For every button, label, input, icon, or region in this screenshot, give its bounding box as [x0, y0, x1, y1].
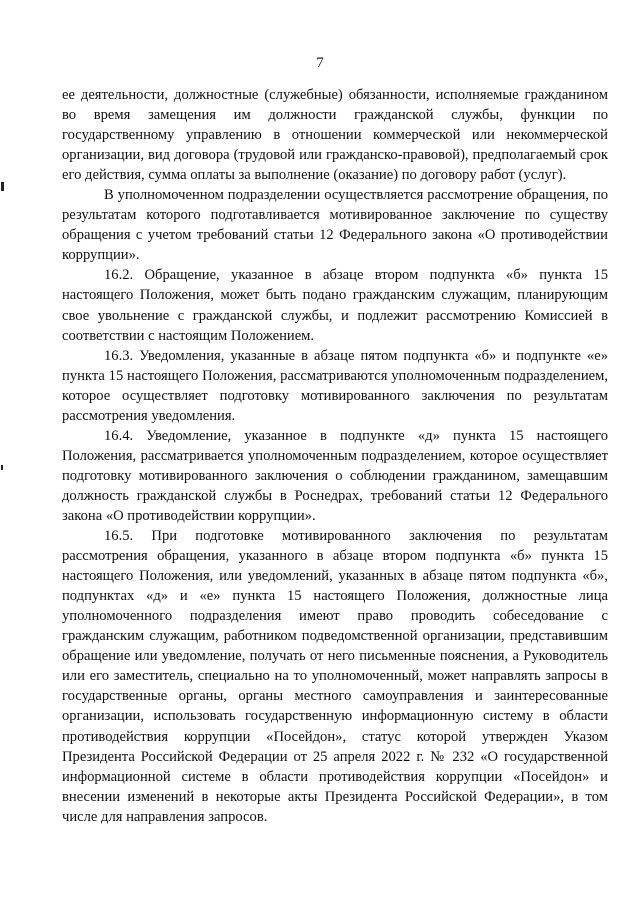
scan-margin-mark	[1, 182, 4, 191]
paragraph-continuation: ее деятельности, должностные (служебные) обязанности, исполняемые гражданином во время замещения им должности гражданской службы, функции по государственному управлению в отношении коммерческой или некоммерческой организации, вид договора (трудовой или гражданско-правовой), предполагаемый срок его действия, сумма оплаты за выполнение (оказание) по договору работ (услуг).	[62, 87, 608, 184]
paragraph-16-2: 16.2. Обращение, указанное в абзаце втором подпункта «б» пункта 15 настоящего Положения, может быть подано гражданским служащим, планирующим свое увольнение с гражданской службы, и подлежит рассмотрению Комиссией в соответствии с настоящим Положением.	[62, 267, 608, 344]
document-body	[62, 85, 608, 827]
scan-margin-mark	[1, 465, 3, 470]
paragraph-review: В уполномоченном подразделении осуществляется рассмотрение обращения, по результатам которого подготавливается мотивированное заключение по существу обращения с учетом требований статьи 12 Федерального закона «О противодействии коррупции».	[62, 187, 608, 264]
page-number: 7	[316, 55, 324, 71]
paragraph-16-3: 16.3. Уведомления, указанные в абзаце пятом подпункта «б» и подпункте «е» пункта 15 настоящего Положения, рассматриваются уполномоченным подразделением, которое осуществляет подготовку мотивированного заключения по результатам рассмотрения уведомления.	[62, 347, 608, 424]
paragraph-16-4: 16.4. Уведомление, указанное в подпункте «д» пункта 15 настоящего Положения, рассматривается уполномоченным подразделением, которое осуществляет подготовку мотивированного заключения о соблюдении гражданином, замещавшим должность гражданской службы в Роснедрах, требований статьи 12 Федерального закона «О противодействии коррупции».	[62, 427, 608, 524]
paragraph-16-5: 16.5. При подготовке мотивированного заключения по результатам рассмотрения обращения, указанного в абзаце втором подпункта «б» пункта 15 настоящего Положения, или уведомлений, указанных в абзаце пятом подпункта «б», подпунктах «д» и «е» пункта 15 настоящего Положения, должностные лица уполномоченного подразделения имеют право проводить собеседование с гражданским служащим, работником подведомственной организации, представившим обращение или уведомление, получать от него письменные пояснения, а Руководитель или его заместитель, специально на то уполномоченный, может направлять запросы в государственные органы, органы местного самоуправления и заинтересованные организации, использовать государственную информационную систему в области противодействия коррупции «Посейдон», статус которой утвержден Указом Президента Российской Федерации от 25 апреля 2022 г. № 232 «О государственной информационной системе в области противодействия коррупции «Посейдон» и внесении изменений в некоторые акты Президента Российской Федерации», в том числе для направления запросов.	[62, 528, 608, 825]
